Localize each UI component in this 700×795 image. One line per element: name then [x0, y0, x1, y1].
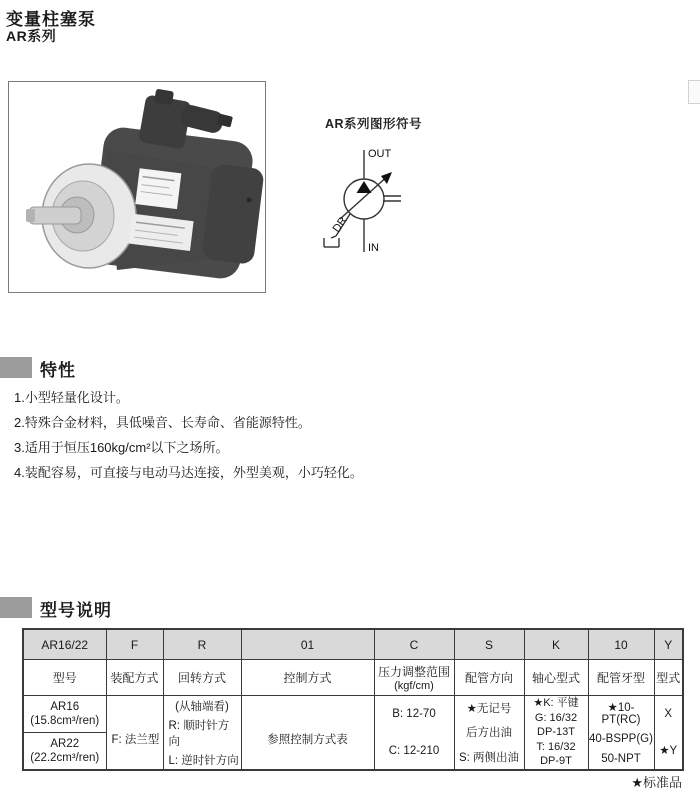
code-cell-s: S: [454, 629, 524, 660]
piping-default: ★无记号: [466, 703, 512, 716]
code-cell-f: F: [106, 629, 163, 660]
code-cell-r: R: [163, 629, 241, 660]
symbol-dr-label: DR: [330, 214, 350, 235]
label-thread-type: 配管牙型: [588, 660, 654, 696]
code-cell-10: 10: [588, 629, 654, 660]
feature-item-4: 4.装配容易，可直接与电动马达连接，外型美观，小巧轻化。: [14, 465, 363, 480]
cell-type: [654, 696, 683, 771]
label-type: 型式: [654, 660, 683, 696]
code-row: [23, 629, 683, 660]
cell-thread-type: [588, 696, 654, 771]
cell-piping-direction: [454, 696, 524, 771]
symbol-out-label: OUT: [368, 148, 392, 160]
model-heading: 型号说明: [40, 601, 112, 620]
features-heading: 特性: [40, 361, 76, 380]
rotation-r: R: 顺时针方向: [168, 719, 230, 748]
cell-shaft-type: [524, 696, 588, 771]
page-title: 变量柱塞泵: [6, 10, 96, 29]
model-ar16: AR16: [50, 701, 80, 713]
cell-rotation: [163, 696, 241, 771]
type-x: X: [664, 707, 673, 720]
assembly-value: F: 法兰型: [111, 733, 160, 746]
hydraulic-symbol: [300, 140, 440, 260]
piping-default-desc: 后方出油: [466, 727, 512, 740]
symbol-in-label: IN: [368, 242, 379, 254]
model-code-table: [22, 628, 684, 771]
model-code-table-wrap: [22, 628, 684, 771]
label-assembly: 装配方式: [106, 660, 163, 696]
control-value: 参照控制方式表: [267, 733, 348, 746]
model-ar22: AR22: [50, 738, 80, 750]
shaft-g: G: 16/32: [534, 711, 578, 724]
rotation-l: L: 逆时针方向: [168, 754, 239, 767]
symbol-caption: AR系列图形符号: [325, 117, 423, 131]
thread-40: 40-BSPP(G): [589, 733, 653, 746]
label-shaft-type: 轴心型式: [524, 660, 588, 696]
model-section-marker: [0, 597, 32, 618]
page-edge-artifact: [688, 80, 700, 104]
thread-10: ★10-PT(RC): [601, 701, 641, 726]
cell-model-ar16: [23, 696, 106, 733]
model-ar16-displacement: (15.8cm³/ren): [30, 715, 100, 727]
label-pressure-title: 压力调整范围: [377, 665, 450, 679]
features-section-marker: [0, 357, 32, 378]
shaft-t-dp: DP-9T: [540, 755, 572, 768]
cell-assembly: [106, 696, 163, 771]
pump-symbol-icon: [300, 140, 440, 260]
product-photo-frame: [8, 81, 266, 293]
label-row: [23, 660, 683, 696]
thread-50: 50-NPT: [601, 753, 641, 766]
code-cell-k: K: [524, 629, 588, 660]
label-piping-direction: 配管方向: [454, 660, 524, 696]
model-ar22-displacement: (22.2cm³/ren): [30, 752, 100, 764]
label-control: 控制方式: [241, 660, 374, 696]
cell-model-ar22: [23, 733, 106, 771]
piping-s: S: 两侧出油: [458, 751, 520, 764]
cell-control: [241, 696, 374, 771]
cell-pressure-range: [374, 696, 454, 771]
features-list: [14, 385, 654, 485]
pressure-b: B: 12-70: [392, 708, 436, 721]
type-y: ★Y: [659, 745, 678, 758]
standard-item-footnote: ★标准品: [631, 775, 682, 790]
shaft-t: T: 16/32: [536, 740, 576, 753]
feature-item-2: 2.特殊合金材料，具低噪音、长寿命、省能源特性。: [14, 415, 311, 430]
code-cell-c: C: [374, 629, 454, 660]
label-pressure: [374, 660, 454, 696]
label-rotation: 回转方式: [163, 660, 241, 696]
label-pressure-unit: (kgf/cm): [394, 680, 434, 692]
feature-item-1: 1.小型轻量化设计。: [14, 390, 129, 405]
shaft-k: ★K: 平键: [533, 697, 579, 710]
label-model: 型号: [23, 660, 106, 696]
code-cell-model: AR16/22: [23, 629, 106, 660]
page-subtitle: AR系列: [6, 28, 57, 44]
body-row-ar16: [23, 696, 683, 733]
pump-photo-illustration: [9, 82, 265, 292]
pressure-c: C: 12-210: [388, 744, 440, 757]
rotation-note: (从轴端看): [175, 700, 229, 713]
code-cell-y: Y: [654, 629, 683, 660]
shaft-g-dp: DP-13T: [537, 726, 575, 739]
feature-item-3: 3.适用于恒压160kg/cm²以下之场所。: [14, 440, 229, 455]
code-cell-01: 01: [241, 629, 374, 660]
